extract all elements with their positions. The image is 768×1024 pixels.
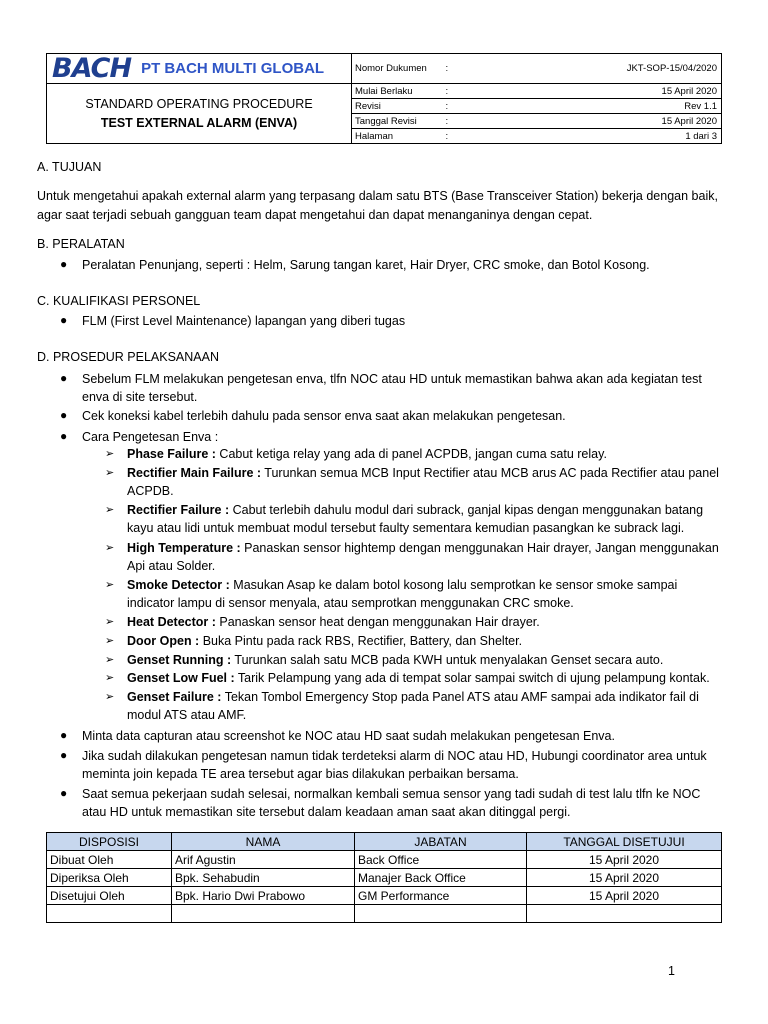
section-d-item-5-cont: meminta join kepada TE area tersebut agar bias dilakukan perbaikan bersama.: [82, 767, 519, 781]
meta-sep: :: [446, 84, 466, 99]
section-d-item-1: Sebelum FLM melakukan pengetesan enva, tlfn NOC atau HD untuk memastikan bahwa akan ada kegiatan test: [82, 372, 702, 386]
section-d-item-6: Saat semua pekerjaan sudah selesai, normalkan kembali semua sensor yang tadi sudah di test lalu tlfn ke NOC: [82, 787, 701, 801]
arrow-bullet-icon: ➢: [105, 467, 115, 479]
page-number: 1: [668, 964, 675, 978]
bullet-icon: ●: [60, 748, 68, 762]
bullet-icon: ●: [60, 408, 68, 422]
table-row: [47, 851, 722, 869]
title-line-1: STANDARD OPERATING PROCEDURE: [85, 96, 313, 111]
meta-value: 15 April 2020: [466, 114, 722, 129]
meta-value: JKT-SOP-15/04/2020: [466, 54, 722, 84]
meta-sep: :: [446, 54, 466, 84]
section-d-item-3: Cara Pengetesan Enva :: [82, 430, 219, 444]
step-item-cont: Api atau Solder.: [127, 559, 216, 573]
column-header: JABATAN: [355, 833, 527, 851]
arrow-bullet-icon: ➢: [105, 504, 115, 516]
meta-value: 15 April 2020: [466, 84, 722, 99]
cell-jabatan: Manajer Back Office: [355, 869, 527, 887]
step-item-cont: kayu atau lidi untuk membuat modul tersebut faulty sementara kemudian pasangkan ke subrack lagi.: [127, 521, 685, 535]
meta-sep: :: [446, 99, 466, 114]
section-d-title: D. PROSEDUR PELAKSANAAN: [37, 350, 219, 364]
table-row: [47, 869, 722, 887]
meta-sep: :: [446, 129, 466, 144]
bullet-icon: ●: [60, 786, 68, 800]
arrow-bullet-icon: ➢: [105, 672, 115, 684]
step-item: Rectifier Failure : Cabut terlebih dahulu modul dari subrack, ganjal kipas dengan menggunakan batang: [127, 503, 704, 517]
section-d-item-4: Minta data capturan atau screenshot ke NOC atau HD saat sudah melakukan pengetesan Enva.: [82, 729, 615, 743]
step-item: High Temperature : Panaskan sensor hightemp dengan menggunakan Hair drayer, Jangan menggunakan: [127, 541, 719, 555]
section-a-text-line-2: agar saat terjadi sebuah gangguan team dapat mengetahui dan dapat menanganinya dengan cepat.: [37, 208, 593, 222]
section-d-item-5: Jika sudah dilakukan pengetesan namun tidak terdeteksi alarm di NOC atau HD, Hubungi coordinator area untuk: [82, 749, 707, 763]
cell-nama: Bpk. Sehabudin: [172, 869, 355, 887]
logo-cell: [47, 54, 352, 84]
cell-tanggal: 15 April 2020: [527, 887, 722, 905]
table-row-empty: [47, 905, 722, 923]
arrow-bullet-icon: ➢: [105, 542, 115, 554]
bullet-icon: ●: [60, 728, 68, 742]
section-d-item-2: Cek koneksi kabel terlebih dahulu pada sensor enva saat akan melakukan pengetesan.: [82, 409, 566, 423]
arrow-bullet-icon: ➢: [105, 691, 115, 703]
meta-label: Revisi: [352, 99, 446, 114]
cell-tanggal: 15 April 2020: [527, 851, 722, 869]
bullet-icon: ●: [60, 257, 68, 271]
cell-disposisi: Dibuat Oleh: [47, 851, 172, 869]
step-item: Smoke Detector : Masukan Asap ke dalam botol kosong lalu semprotkan ke sensor smoke sampai: [127, 578, 678, 592]
arrow-bullet-icon: ➢: [105, 616, 115, 628]
section-d-item-6-cont: atau HD untuk memastikan site tersebut dalam keadaan aman saat akan ditinggal pergi.: [82, 805, 571, 819]
meta-value: 1 dari 3: [466, 129, 722, 144]
meta-label: Nomor Dukumen: [352, 54, 446, 84]
section-a-title: A. TUJUAN: [37, 160, 102, 174]
step-item-cont: indicator lampu di sensor menyala, atau semprotkan menggunakan CRC smoke.: [127, 596, 574, 610]
cell-tanggal: 15 April 2020: [527, 869, 722, 887]
section-c-title: C. KUALIFIKASI PERSONEL: [37, 294, 201, 308]
meta-value: Rev 1.1: [466, 99, 722, 114]
document-title: [47, 84, 352, 144]
cell-nama: Arif Agustin: [172, 851, 355, 869]
cell-nama: Bpk. Hario Dwi Prabowo: [172, 887, 355, 905]
section-d-item-1-cont: enva di site tersebut.: [82, 390, 198, 404]
arrow-bullet-icon: ➢: [105, 635, 115, 647]
step-item: Genset Failure : Tekan Tombol Emergency Stop pada Panel ATS atau AMF sampai ada indikator fail di: [127, 690, 699, 704]
step-item: Genset Running : Turunkan salah satu MCB pada KWH untuk menyalakan Genset secara auto.: [127, 653, 664, 667]
column-header: DISPOSISI: [47, 833, 172, 851]
section-c-item: FLM (First Level Maintenance) lapangan yang diberi tugas: [82, 314, 406, 328]
step-item: Genset Low Fuel : Tarik Pelampung yang ada di tempat solar sampai switch di ujung pelampung kontak.: [127, 671, 710, 685]
column-header: TANGGAL DISETUJUI: [527, 833, 722, 851]
company-logo: BACH: [52, 53, 132, 84]
step-item: Phase Failure : Cabut ketiga relay yang ada di panel ACPDB, jangan cuma satu relay.: [127, 447, 607, 461]
cell-disposisi: Diperiksa Oleh: [47, 869, 172, 887]
cell-jabatan: Back Office: [355, 851, 527, 869]
document-header: [46, 53, 722, 144]
meta-label: Tanggal Revisi: [352, 114, 446, 129]
arrow-bullet-icon: ➢: [105, 579, 115, 591]
bullet-icon: ●: [60, 429, 68, 443]
section-b-title: B. PERALATAN: [37, 237, 125, 251]
meta-sep: :: [446, 114, 466, 129]
cell-jabatan: GM Performance: [355, 887, 527, 905]
step-item: Door Open : Buka Pintu pada rack RBS, Rectifier, Battery, dan Shelter.: [127, 634, 523, 648]
arrow-bullet-icon: ➢: [105, 654, 115, 666]
step-item: Heat Detector : Panaskan sensor heat dengan menggunakan Hair drayer.: [127, 615, 540, 629]
approval-table: [46, 832, 722, 923]
bullet-icon: ●: [60, 313, 68, 327]
meta-label: Halaman: [352, 129, 446, 144]
bullet-icon: ●: [60, 371, 68, 385]
table-row: [47, 887, 722, 905]
section-b-item: Peralatan Penunjang, seperti : Helm, Sarung tangan karet, Hair Dryer, CRC smoke, dan Botol Kosong.: [82, 258, 650, 272]
approval-header-row: [47, 833, 722, 851]
cell-disposisi: Disetujui Oleh: [47, 887, 172, 905]
company-name: PT BACH MULTI GLOBAL: [141, 60, 325, 77]
section-a-text-line-1: Untuk mengetahui apakah external alarm yang terpasang dalam satu BTS (Base Transceiver Station) bekerja dengan baik,: [37, 189, 718, 203]
step-item: Rectifier Main Failure : Turunkan semua MCB Input Rectifier atau MCB arus AC pada Rectifier atau panel: [127, 466, 719, 480]
column-header: NAMA: [172, 833, 355, 851]
title-line-2: TEST EXTERNAL ALARM (ENVA): [100, 115, 298, 130]
arrow-bullet-icon: ➢: [105, 448, 115, 460]
step-item-cont: modul ATS atau AMF.: [127, 708, 247, 722]
step-item-cont: ACPDB.: [127, 484, 174, 498]
meta-label: Mulai Berlaku: [352, 84, 446, 99]
